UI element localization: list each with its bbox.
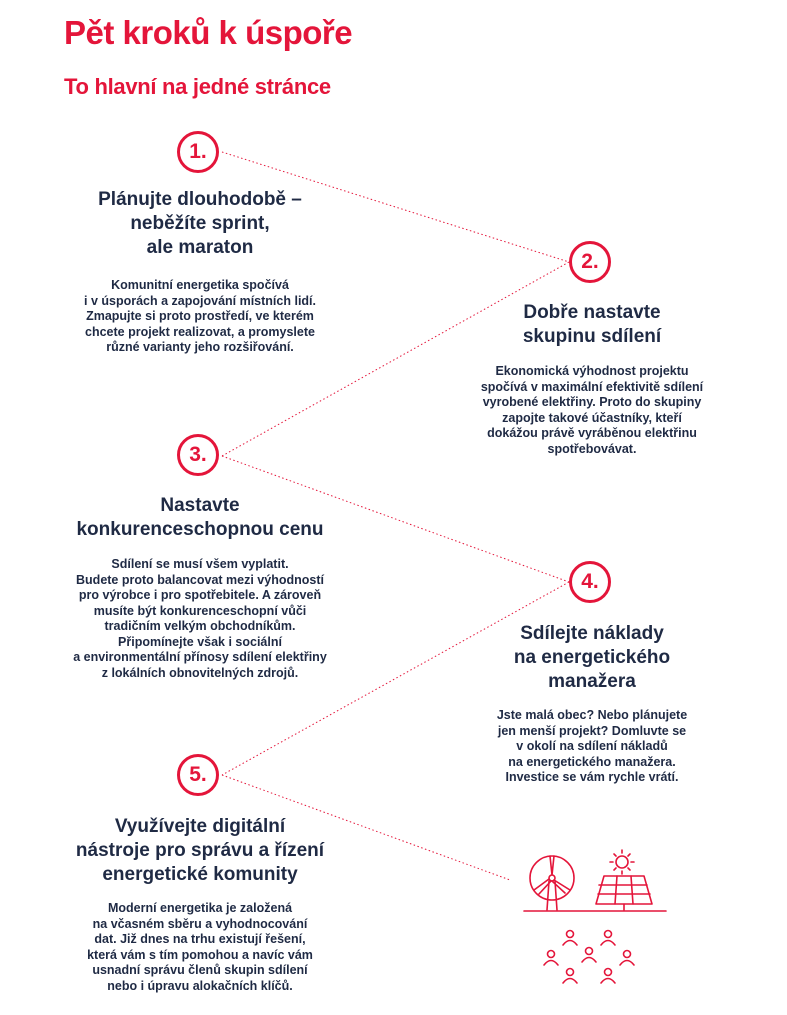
step-2-title: Dobře nastavte skupinu sdílení <box>522 302 662 347</box>
step-5-number: 5. <box>177 754 219 796</box>
step-2-text: Ekonomická výhodnost projektu spočívá v maximální efektivitě sdílení vyrobené elektřiny. Proto do skupiny zapojte takové účastníky, kteří dokážou právě vyráběnou elektřinu spotřebovávat. <box>480 364 704 456</box>
energy-community-illustration <box>520 848 670 998</box>
step-5-text: Moderní energetika je založená na včasném sběru a vyhodnocování dat. Již dnes na trhu existují řešení, která vám s tím pomohou a navíc vám usnadní správu členů skupin sdílení nebo i úpravu alokačních klíčů. <box>87 901 313 993</box>
step-4-title: Sdílejte náklady na energetického manažera <box>513 623 671 692</box>
step-3-number: 3. <box>177 434 219 476</box>
page-subtitle: To hlavní na jedné stránce <box>64 74 331 99</box>
step-1-text: Komunitní energetika spočívá i v úsporách a zapojování místních lidí. Zmapujte si proto prostředí, ve kterém chcete projekt realizovat, a promyslete různé varianty jeho rozšiřování. <box>84 278 316 354</box>
step-1-title: Plánujte dlouhodobě – neběžíte sprint, ale maraton <box>98 189 302 258</box>
sun-icon <box>610 850 634 874</box>
people-icon <box>544 931 634 984</box>
step-3-text: Sdílení se musí všem vyplatit. Budete proto balancovat mezi výhodností pro výrobce i pro spotřebitele. A zároveň musíte být konkurenceschopní vůči tradičním velkým obchodníkům. Připomínejte však i sociální a environmentální přínosy sdílení elektřiny z lokálních obnovitelných zdrojů. <box>73 557 327 680</box>
step-4-text: Jste malá obec? Nebo plánujete jen menší projekt? Domluvte se v okolí na sdílení nákladů na energetického manažera. Investice se vám rychle vrátí. <box>496 708 688 784</box>
page-title: Pět kroků k úspoře <box>64 14 353 51</box>
step-3-title: Nastavte konkurenceschopnou cenu <box>76 495 324 540</box>
step-4-number: 4. <box>569 561 611 603</box>
solar-panel-icon <box>596 876 652 910</box>
step-1-number: 1. <box>177 131 219 173</box>
step-5-title: Využívejte digitální nástroje pro správu a řízení energetické komunity <box>75 816 325 885</box>
step-2-number: 2. <box>569 241 611 283</box>
wind-turbine-icon <box>530 856 574 910</box>
